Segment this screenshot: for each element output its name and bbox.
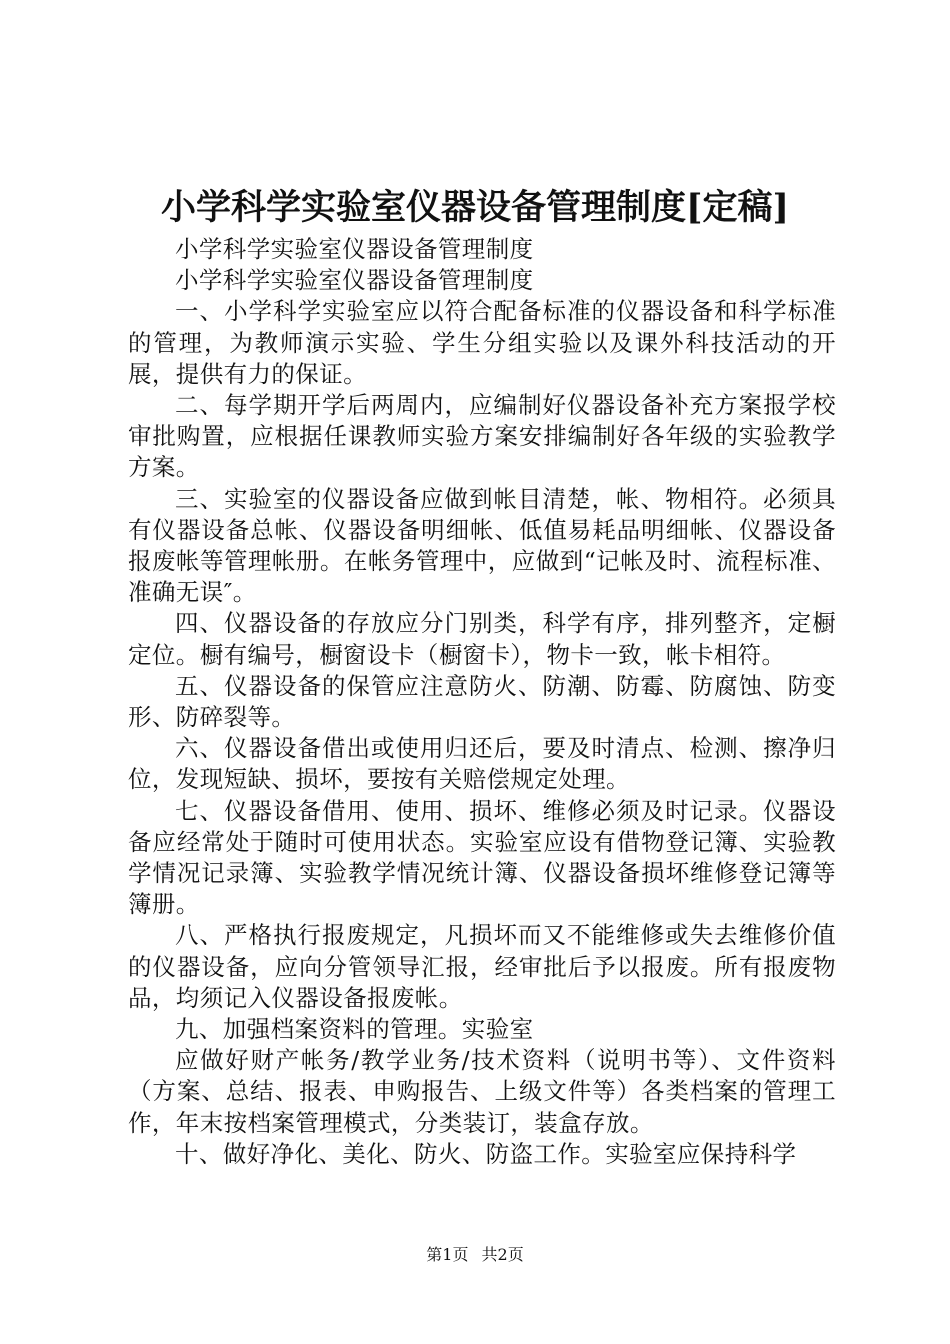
- paragraph-item-5: 五、仪器设备的保管应注意防火、防潮、防霉、防腐蚀、防变形、防碎裂等。: [128, 671, 836, 732]
- page-footer: [0, 1244, 950, 1266]
- paragraph-subtitle-1: 小学科学实验室仪器设备管理制度: [175, 235, 534, 263]
- paragraph-item-4: 四、仪器设备的存放应分门别类，科学有序，排列整齐，定橱定位。橱有编号，橱窗设卡（橱窗卡），物卡一致，帐卡相符。: [128, 609, 836, 669]
- paragraph-item-3: 三、实验室的仪器设备应做到帐目清楚，帐、物相符。必须具有仪器设备总帐、仪器设备明细帐、低值易耗品明细帐、仪器设备报废帐等管理帐册。在帐务管理中，应做到“记帐及时、流程标准、准确无误″。: [128, 484, 836, 607]
- paragraph-item-9-continued: 应做好财产帐务/教学业务/技术资料（说明书等）、文件资料（方案、总结、报表、申购报告、上级文件等）各类档案的管理工作，年末按档案管理模式，分类装订，装盒存放。: [128, 1046, 836, 1137]
- paragraph-item-2: 二、每学期开学后两周内，应编制好仪器设备补充方案报学校审批购置，应根据任课教师实验方案安排编制好各年级的实验教学方案。: [128, 391, 836, 482]
- paragraph-item-6: 六、仪器设备借出或使用归还后，要及时清点、检测、擦净归位，发现短缺、损坏，要按有关赔偿规定处理。: [128, 734, 836, 794]
- paragraph-item-9: 九、加强档案资料的管理。实验室: [175, 1015, 534, 1044]
- document-body: [128, 234, 836, 1170]
- paragraph-item-8: 八、严格执行报废规定，凡损坏而又不能维修或失去维修价值的仪器设备，应向分管领导汇报，经审批后予以报废。所有报废物品，均须记入仪器设备报废帐。: [128, 921, 836, 1012]
- paragraph-item-7: 七、仪器设备借用、使用、损坏、维修必须及时记录。仪器设备应经常处于随时可使用状态。实验室应设有借物登记簿、实验教学情况记录簿、实验教学情况统计簿、仪器设备损坏维修登记簿等簿册。: [128, 796, 836, 919]
- document-title: 小学科学实验室仪器设备管理制度[定稿]: [160, 187, 790, 228]
- page-total: 共2页: [481, 1245, 524, 1264]
- page-number: 第1页: [426, 1245, 469, 1264]
- paragraph-item-1: 一、小学科学实验室应以符合配备标准的仪器设备和科学标准的管理，为教师演示实验、学生分组实验以及课外科技活动的开展，提供有力的保证。: [128, 297, 836, 388]
- paragraph-subtitle-2: 小学科学实验室仪器设备管理制度: [175, 266, 534, 295]
- paragraph-item-10: 十、做好净化、美化、防火、防盗工作。实验室应保持科学: [175, 1139, 797, 1168]
